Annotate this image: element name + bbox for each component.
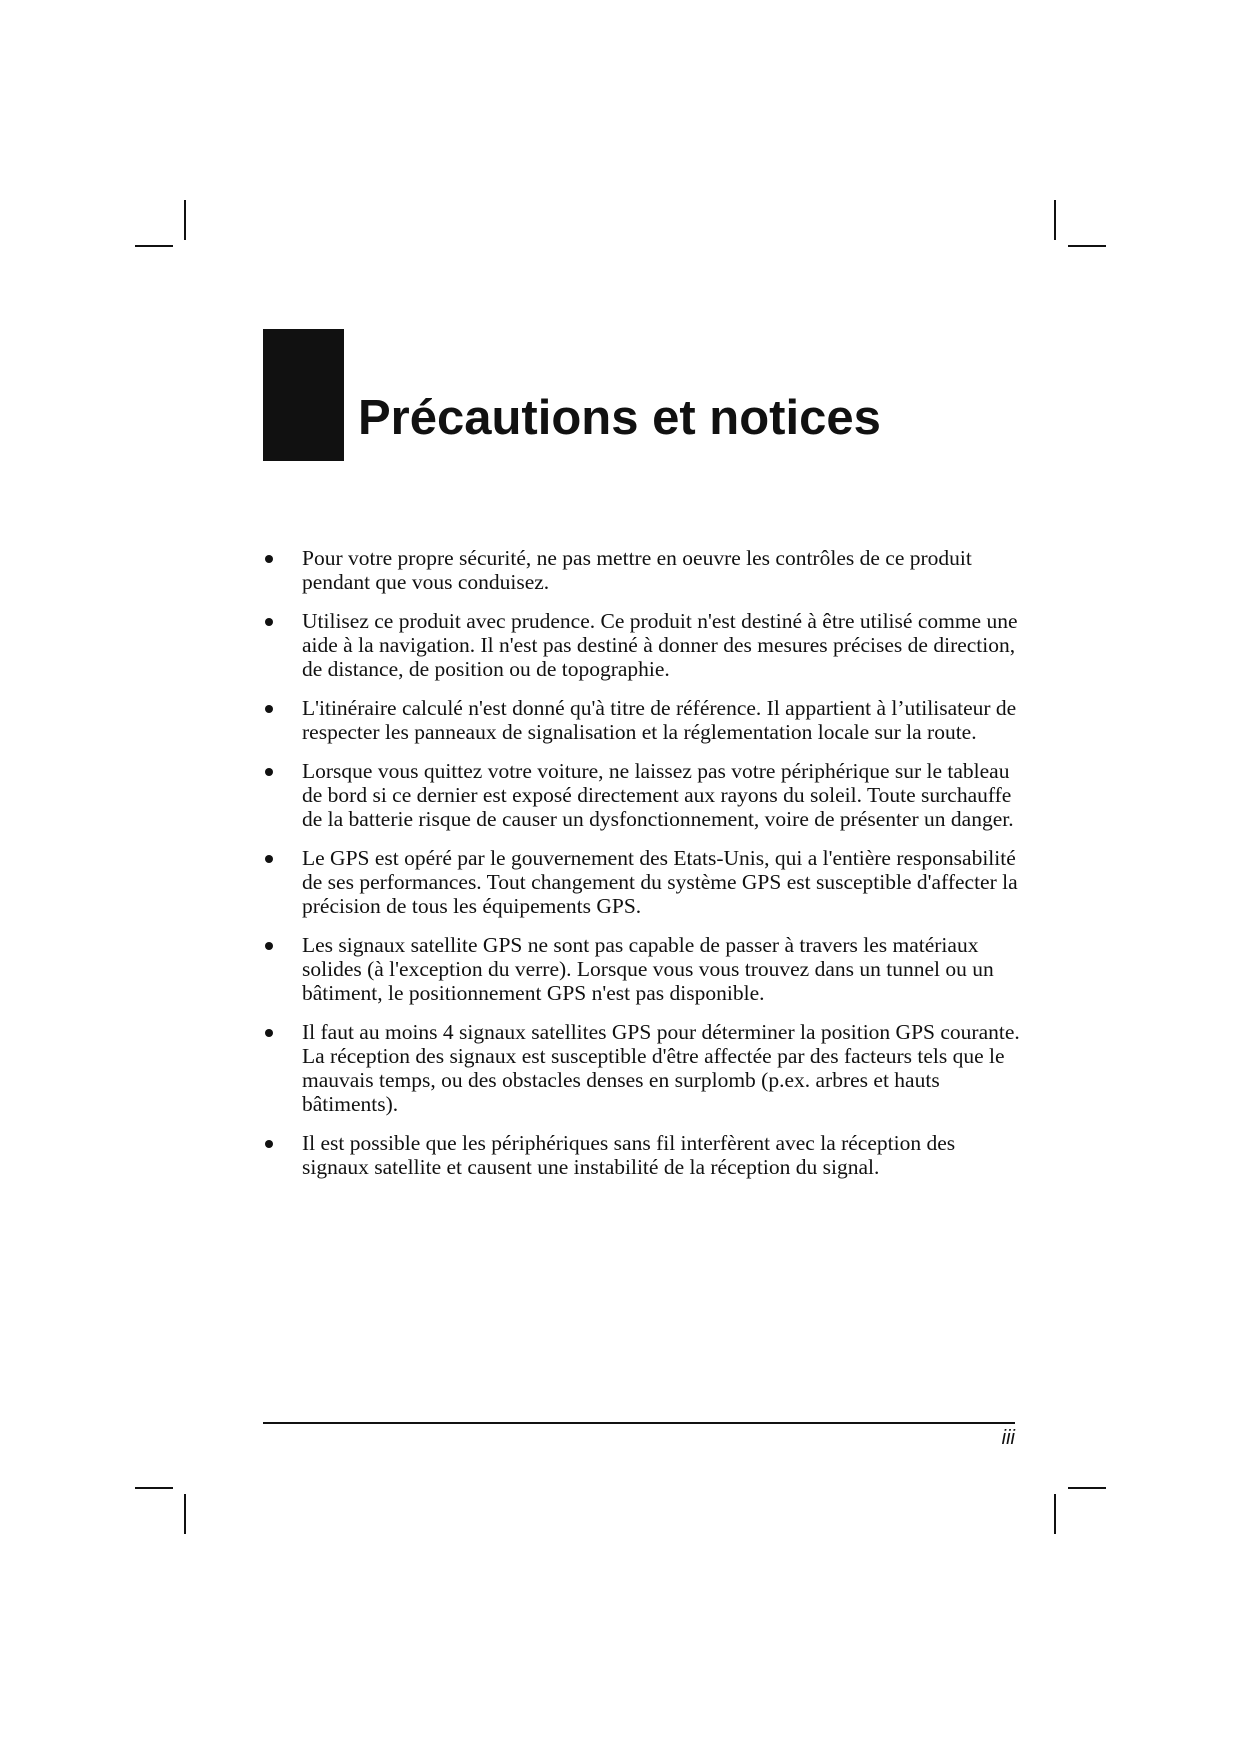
bullet-icon <box>265 1029 273 1037</box>
page-number: iii <box>1001 1427 1015 1449</box>
list-item <box>263 1020 1023 1116</box>
bullet-icon <box>265 855 273 863</box>
page-title: Précautions et notices <box>358 391 881 445</box>
footer-divider <box>263 1422 1015 1424</box>
list-item <box>263 609 1023 681</box>
crop-mark-bottom-right-h <box>1068 1487 1106 1489</box>
crop-mark-top-right-v <box>1054 200 1056 240</box>
bullet-icon <box>265 705 273 713</box>
notice-text: Utilisez ce produit avec prudence. Ce produit n'est destiné à être utilisé comme une aide à la navigation. Il n'est pas destiné à donner des mesures précises de direction, de distance, de position ou de topographie. <box>302 609 1018 681</box>
notice-text: Lorsque vous quittez votre voiture, ne laissez pas votre périphérique sur le tableau de bord si ce dernier est exposé directement aux rayons du soleil. Toute surchauffe de la batterie risque de causer un dysfonctionnement, voire de présenter un danger. <box>302 759 1014 831</box>
list-item <box>263 846 1023 918</box>
crop-mark-bottom-right-v <box>1054 1494 1056 1534</box>
list-item <box>263 759 1023 831</box>
notice-text: Les signaux satellite GPS ne sont pas capable de passer à travers les matériaux solides (à l'exception du verre). Lorsque vous vous trouvez dans un tunnel ou un bâtiment, le positionnement GPS n'est pas disponible. <box>302 933 994 1005</box>
list-item <box>263 546 1023 594</box>
notice-text: Il faut au moins 4 signaux satellites GPS pour déterminer la position GPS courante. La réception des signaux est susceptible d'être affectée par des facteurs tels que le mauvais temps, ou des obstacles denses en surplomb (p.ex. arbres et hauts bâtiments). <box>302 1020 1020 1116</box>
crop-mark-top-left-v <box>184 200 186 240</box>
list-item <box>263 696 1023 744</box>
chapter-marker-block <box>263 329 344 461</box>
list-item <box>263 1131 1023 1179</box>
list-item <box>263 933 1023 1005</box>
notices-list <box>263 546 1023 1194</box>
notice-text: Le GPS est opéré par le gouvernement des Etats-Unis, qui a l'entière responsabilité de ses performances. Tout changement du système GPS est susceptible d'affecter la précision de tous les équipements GPS. <box>302 846 1018 918</box>
bullet-icon <box>265 768 273 776</box>
bullet-icon <box>265 618 273 626</box>
bullet-icon <box>265 942 273 950</box>
crop-mark-top-right-h <box>1068 245 1106 247</box>
crop-mark-bottom-left-h <box>135 1487 173 1489</box>
crop-mark-top-left-h <box>135 245 173 247</box>
notice-text: Pour votre propre sécurité, ne pas mettre en oeuvre les contrôles de ce produit pendant que vous conduisez. <box>302 546 972 594</box>
bullet-icon <box>265 555 273 563</box>
notice-text: Il est possible que les périphériques sans fil interfèrent avec la réception des signaux satellite et causent une instabilité de la réception du signal. <box>302 1131 956 1179</box>
bullet-icon <box>265 1140 273 1148</box>
crop-mark-bottom-left-v <box>184 1494 186 1534</box>
notice-text: L'itinéraire calculé n'est donné qu'à titre de référence. Il appartient à l’utilisateur de respecter les panneaux de signalisation et la réglementation locale sur la route. <box>302 696 1017 744</box>
